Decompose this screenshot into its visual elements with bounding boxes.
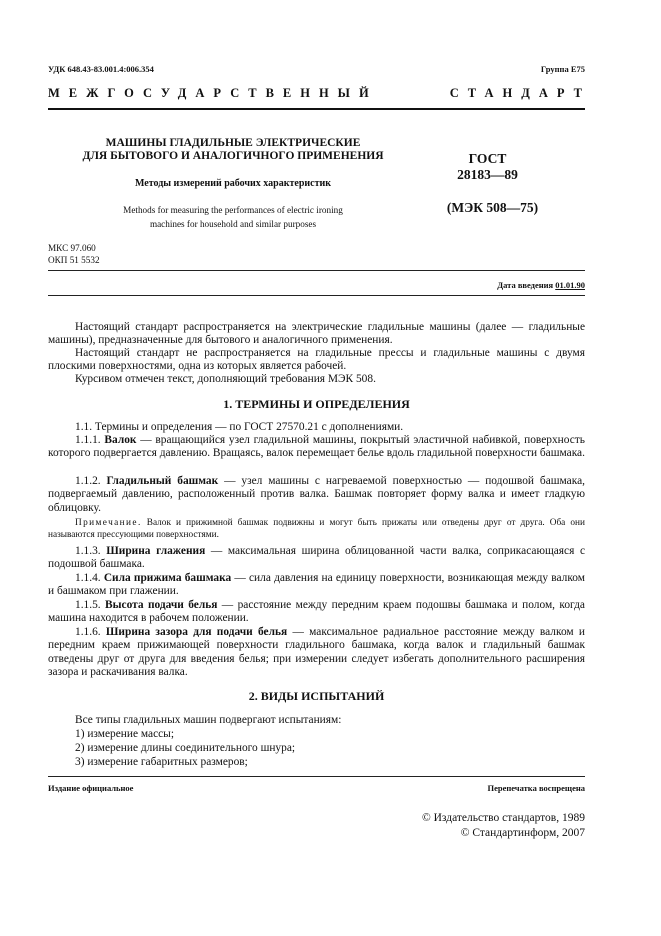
term-pressure: Сила прижима башмака xyxy=(103,572,232,584)
title-line1: МАШИНЫ ГЛАДИЛЬНЫЕ ЭЛЕКТРИЧЕСКИЕ xyxy=(105,137,361,149)
list-item: 2) измерение длины соединительного шнура; xyxy=(75,742,296,754)
intro-paragraph-1: Настоящий стандарт распространяется на электрические гладильные машины (далее — гладильные машины), предназначенные для бытового и аналогичного применения. xyxy=(48,321,585,347)
reprint-notice: Перепечатка воспрещена xyxy=(487,783,585,793)
para-1-1-2: 1.1.2. Гладильный башмак — узел машины с нагреваемой поверхностью — подошвой башмака, подвергаемый давлению, расположенный против валка. Башмак повторяет форму валка и имеет гладкую облицовку. xyxy=(48,475,585,514)
para-1-1-1: 1.1.1. Валок — вращающийся узел гладильной машины, покрытый эластичной набивкой, поверхность которого подвергается давлению. Вращаясь, валок перемещает белье вдоль гладильной поверхности башмака. xyxy=(48,434,585,460)
copyright-1: © Издательство стандартов, 1989 xyxy=(421,812,585,824)
para-1-1-3: 1.1.3. Ширина глажения — максимальная ширина облицованной части валка, соприкасающаяся с подошвой башмака. xyxy=(48,545,585,571)
mks-code: МКС 97.060 xyxy=(48,243,96,253)
header-rule xyxy=(48,108,585,110)
gost-number: 28183—89 xyxy=(457,167,518,182)
banner-right: СТАНДАРТ xyxy=(449,86,591,100)
para-1-1-5: 1.1.5. Высота подачи белья — расстояние между передним краем подошвы башмака и полом, когда машина находится в рабочем положении. xyxy=(48,599,585,625)
iec-reference: (МЭК 508—75) xyxy=(446,200,539,215)
para-1-1: 1.1. Термины и определения — по ГОСТ 27570.21 с дополнениями. xyxy=(75,421,404,433)
subtitle: Методы измерений рабочих характеристик xyxy=(134,178,332,189)
para-1-1-6: 1.1.6. Ширина зазора для подачи белья — максимальное радиальное расстояние между валком и передним краем прижимающей поверхности гладильного башмака, когда валок и гладильный башмак отведены друг от друга для введения белья; при измерении следует избегать дополнительного расширения зазора и раскачивания валка. xyxy=(48,626,585,679)
okp-code: ОКП 51 5532 xyxy=(48,255,100,265)
list-item: 1) измерение массы; xyxy=(75,728,174,740)
term-width: Ширина глажения xyxy=(106,545,206,557)
term-gap: Ширина зазора для подачи белья xyxy=(105,626,288,638)
footer-rule xyxy=(48,776,585,777)
introduction-date xyxy=(497,280,585,290)
english-title-line1: Methods for measuring the performances of electric ironing xyxy=(123,205,343,215)
term-height: Высота подачи белья xyxy=(105,599,218,611)
note-label: Примечание. xyxy=(75,518,142,528)
para-1-1-4: 1.1.4. Сила прижима башмака — сила давления на единицу поверхности, возникающая между валком и башмаком при глажении. xyxy=(48,572,585,598)
section2-intro: Все типы гладильных машин подвергают испытаниям: xyxy=(75,714,342,726)
intro-paragraph-3: Курсивом отмечен текст, дополняющий требования МЭК 508. xyxy=(75,373,376,385)
title-line2: ДЛЯ БЫТОВОГО И АНАЛОГИЧНОГО ПРИМЕНЕНИЯ xyxy=(82,150,384,162)
title-rule xyxy=(48,270,585,271)
term-bashmak: Гладильный башмак xyxy=(106,475,219,487)
date-label: Дата введения xyxy=(497,280,554,290)
gost-label: ГОСТ xyxy=(468,151,507,166)
copyright-2: © Стандартинформ, 2007 xyxy=(460,827,585,839)
date-rule xyxy=(48,295,585,296)
date-value: 01.01.90 xyxy=(555,280,585,290)
intro-paragraph-2: Настоящий стандарт не распространяется на гладильные прессы и гладильные машины с двумя плоскими поверхностями, одна из которых является рабочей. xyxy=(48,347,585,373)
english-title-line2: machines for household and similar purposes xyxy=(149,219,317,229)
list-item: 3) измерение габаритных размеров; xyxy=(75,756,248,768)
banner-left: МЕЖГОСУДАРСТВЕННЫЙ xyxy=(48,86,378,100)
group-code: Группа Е75 xyxy=(540,64,585,74)
section1-heading: 1. ТЕРМИНЫ И ОПРЕДЕЛЕНИЯ xyxy=(223,397,410,411)
term-valok: Валок xyxy=(104,434,137,446)
section2-heading: 2. ВИДЫ ИСПЫТАНИЙ xyxy=(248,689,385,703)
udk-code: УДК 648.43-83.001.4:006.354 xyxy=(48,64,154,74)
official-edition: Издание официальное xyxy=(48,783,134,793)
note: Примечание. Валок и прижимной башмак подвижны и могут быть прижаты или отведены друг от друга. Оба они называются прессующими поверхностями. xyxy=(48,518,585,540)
